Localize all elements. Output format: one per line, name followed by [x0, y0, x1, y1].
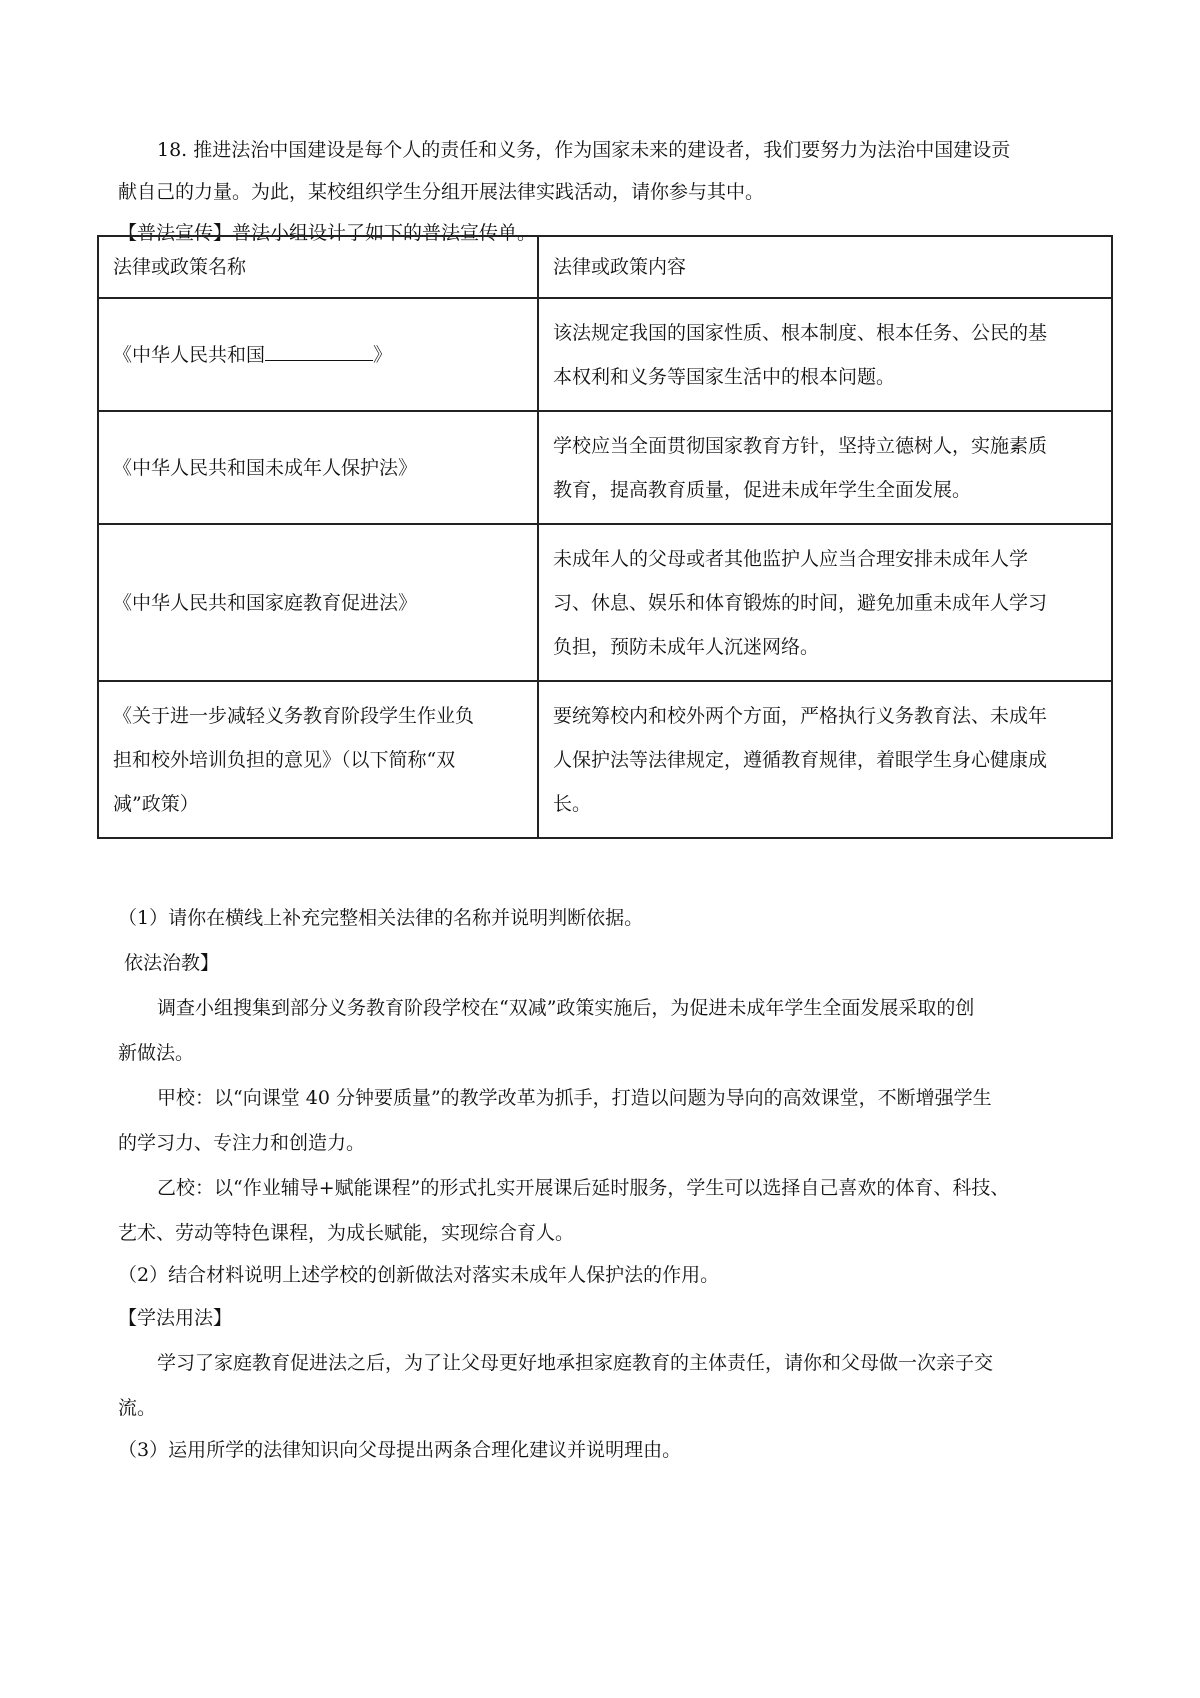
content-line: 习、休息、娱乐和体育锻炼的时间，避免加重未成年人学习	[553, 591, 1048, 614]
law-content-cell	[538, 411, 1112, 524]
question-3: （3）运用所学的法律知识向父母提出两条合理化建议并说明理由。	[118, 1439, 682, 1461]
survey-intro-line-1: 调查小组搜集到部分义务教育阶段学校在“双减”政策实施后，为促进未成年学生全面发展采取的创	[157, 997, 975, 1019]
content-line: 教育，提高教育质量，促进未成年学生全面发展。	[553, 478, 972, 501]
law-content-cell	[538, 298, 1112, 411]
fill-in-blank	[265, 338, 373, 361]
school-b-line-2: 艺术、劳动等特色课程，为成长赋能，实现综合育人。	[118, 1222, 575, 1244]
table-row	[98, 681, 1112, 838]
question-2: （2）结合材料说明上述学校的创新做法对落实未成年人保护法的作用。	[118, 1264, 720, 1286]
law-name-cell	[98, 681, 538, 838]
section-heading-pufa: 【普法宣传】普法小组设计了如下的普法宣传单。	[118, 222, 537, 244]
family-education-line-2: 流。	[118, 1397, 157, 1419]
name-line: 担和校外培训负担的意见》（以下简称“双	[113, 748, 456, 771]
law-name-cell	[98, 411, 538, 524]
table-header-name: 法律或政策名称	[98, 236, 538, 298]
table-row	[98, 411, 1112, 524]
content-line: 本权利和义务等国家生活中的根本问题。	[553, 365, 896, 388]
name-line: 《关于进一步减轻义务教育阶段学生作业负	[113, 704, 475, 727]
content-line: 要统筹校内和校外两个方面，严格执行义务教育法、未成年	[553, 704, 1048, 727]
school-a-line-2: 的学习力、专注力和创造力。	[118, 1132, 366, 1154]
table-header-row	[98, 236, 1112, 298]
law-name-suffix: 》	[373, 343, 393, 366]
name-line: 减”政策）	[113, 792, 199, 815]
law-content-cell	[538, 681, 1112, 838]
law-content-cell	[538, 524, 1112, 681]
table-row	[98, 298, 1112, 411]
law-name-prefix: 《中华人民共和国	[113, 343, 266, 366]
content-line: 未成年人的父母或者其他监护人应当合理安排未成年人学	[553, 547, 1029, 570]
content-line: 长。	[553, 792, 592, 815]
section-heading-yifa: 依法治教】	[124, 952, 220, 974]
survey-intro-line-2: 新做法。	[118, 1042, 195, 1064]
content-line: 人保护法等法律规定，遵循教育规律，着眼学生身心健康成	[553, 748, 1048, 771]
law-name-cell	[98, 524, 538, 681]
school-a-line-1: 甲校：以“向课堂 40 分钟要质量”的教学改革为抓手，打造以问题为导向的高效课堂，不断增强学生	[157, 1087, 992, 1109]
content-line: 负担，预防未成年人沉迷网络。	[553, 635, 820, 658]
name-line: 《中华人民共和国家庭教育促进法》	[113, 591, 418, 614]
question-line-2: 献自己的力量。为此，某校组织学生分组开展法律实践活动，请你参与其中。	[118, 181, 765, 203]
content-line: 学校应当全面贯彻国家教育方针，坚持立德树人，实施素质	[553, 434, 1048, 457]
school-b-line-1: 乙校：以“作业辅导+赋能课程”的形式扎实开展课后延时服务，学生可以选择自己喜欢的体育、科技、	[157, 1177, 1010, 1199]
table-row	[98, 524, 1112, 681]
name-line: 《中华人民共和国未成年人保护法》	[113, 456, 418, 479]
law-name-cell	[98, 298, 538, 411]
family-education-line-1: 学习了家庭教育促进法之后，为了让父母更好地承担家庭教育的主体责任，请你和父母做一次亲子交	[157, 1352, 994, 1374]
table-header-content: 法律或政策内容	[538, 236, 1112, 298]
section-heading-xuefa: 【学法用法】	[118, 1307, 233, 1329]
content-line: 该法规定我国的国家性质、根本制度、根本任务、公民的基	[553, 321, 1048, 344]
question-1: （1）请你在横线上补充完整相关法律的名称并说明判断依据。	[118, 907, 644, 929]
question-line-1: 18. 推进法治中国建设是每个人的责任和义务，作为国家未来的建设者，我们要努力为法治中国建设贡	[157, 139, 1011, 161]
law-table	[97, 235, 1113, 839]
